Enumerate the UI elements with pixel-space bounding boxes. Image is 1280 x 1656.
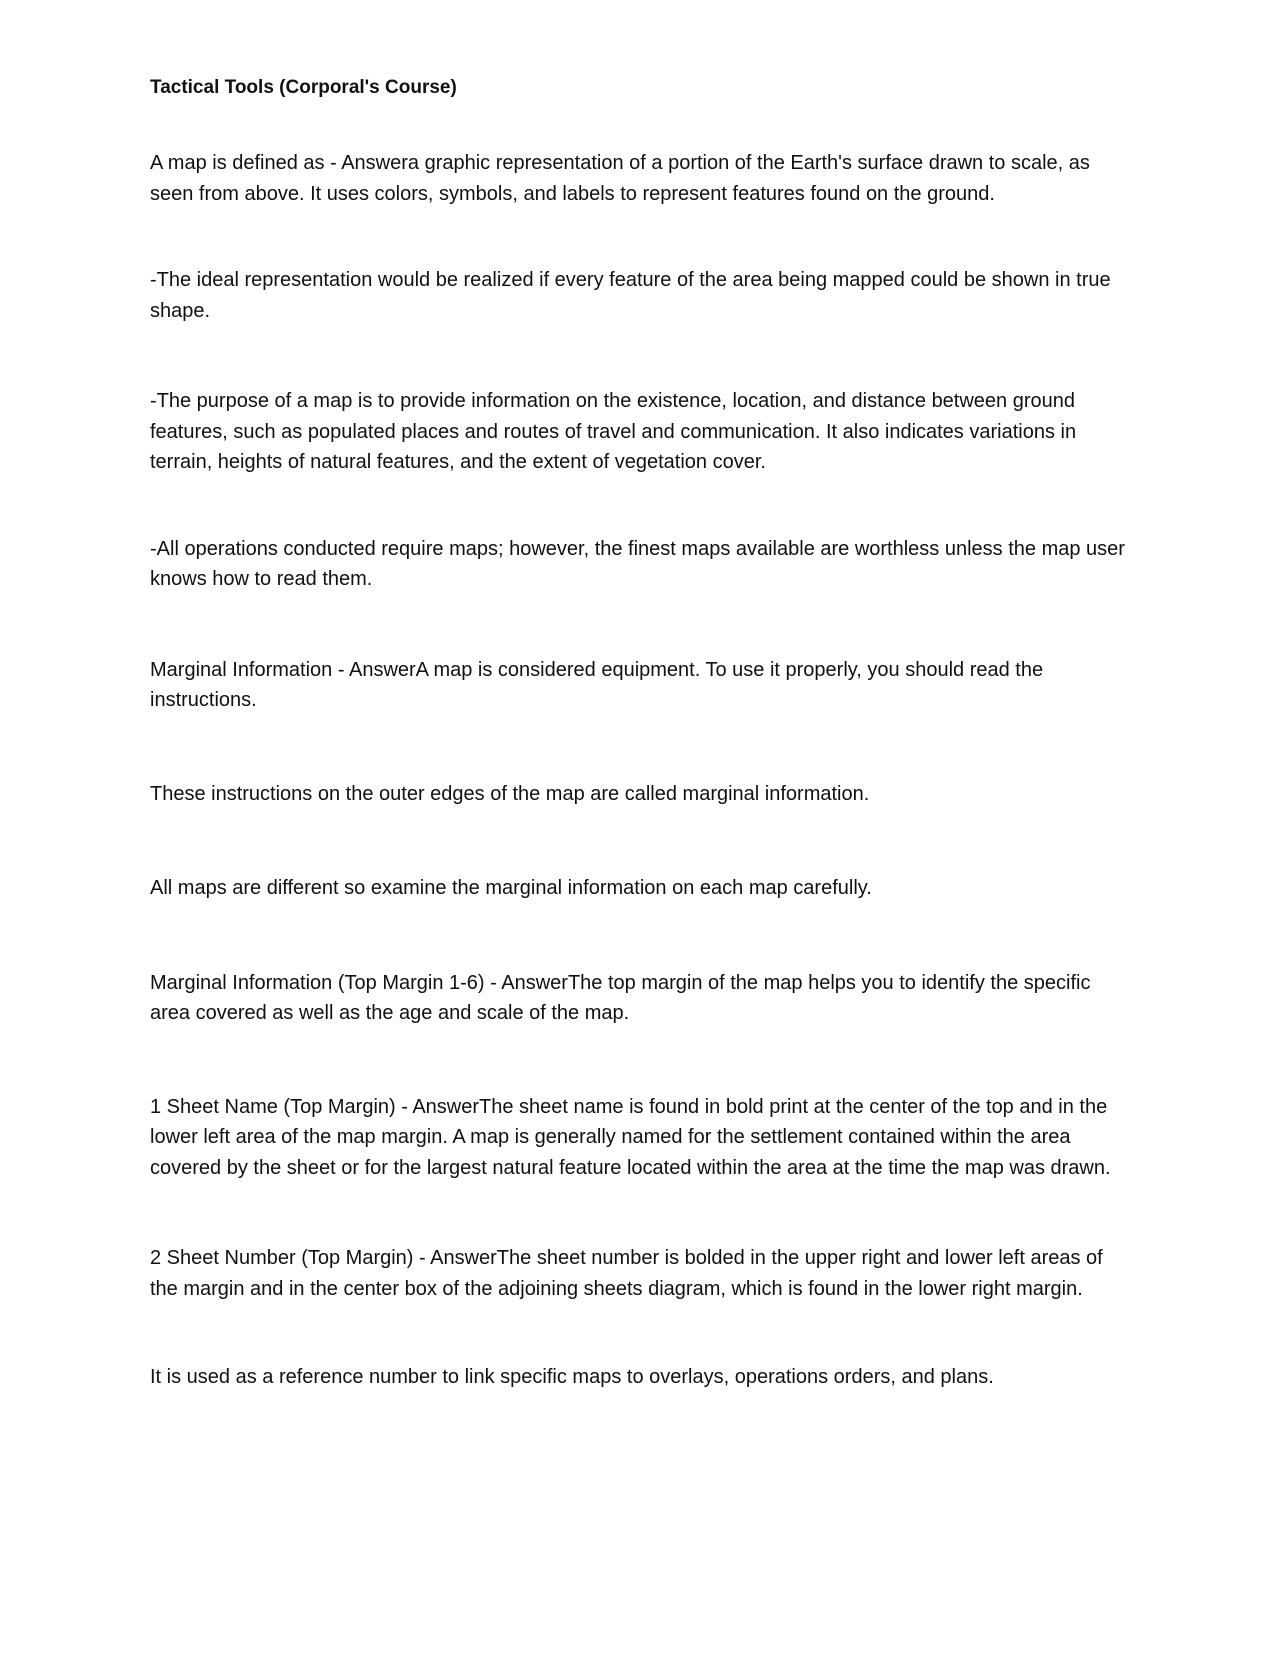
paragraph-ideal-representation: -The ideal representation would be realized if every feature of the area being mapped could be shown in true shape. [150,269,1111,322]
paragraph-maps-different: All maps are different so examine the marginal information on each map carefully. [150,877,872,899]
paragraph-reference-number: It is used as a reference number to link specific maps to overlays, operations orders, and plans. [150,1366,994,1388]
paragraph-top-margin: Marginal Information (Top Margin 1-6) - AnswerThe top margin of the map helps you to identify the specific area covered as well as the age and scale of the map. [150,971,1091,1024]
paragraph-marginal-information: Marginal Information - AnswerA map is considered equipment. To use it properly, you should read the instructions. [150,658,1044,711]
paragraph-map-purpose: -The purpose of a map is to provide information on the existence, location, and distance between ground features, such as populated places and routes of travel and communication. It also indicates variations in terrain, heights of natural features, and the extent of vegetation cover. [150,390,1077,473]
document-page [150,73,1135,1393]
paragraph-operations-require-maps: -All operations conducted require maps; however, the finest maps available are worthless unless the map user knows how to read them. [150,537,1125,590]
document-title: Tactical Tools (Corporal's Course) [150,77,457,98]
paragraph-map-definition: A map is defined as - Answera graphic representation of a portion of the Earth's surface drawn to scale, as seen from above. It uses colors, symbols, and labels to represent features found on the ground. [150,152,1090,205]
paragraph-instructions-outer-edges: These instructions on the outer edges of the map are called marginal information. [150,782,870,805]
paragraph-sheet-name: 1 Sheet Name (Top Margin) - AnswerThe sheet name is found in bold print at the center of the top and in the lower left area of the map margin. A map is generally named for the settlement contained within the area covered by the sheet or for the largest natural feature located within the area at the time the map was drawn. [150,1095,1111,1179]
paragraph-sheet-number: 2 Sheet Number (Top Margin) - AnswerThe sheet number is bolded in the upper right and lower left areas of the margin and in the center box of the adjoining sheets diagram, which is found in the lower right margin. [150,1247,1103,1300]
